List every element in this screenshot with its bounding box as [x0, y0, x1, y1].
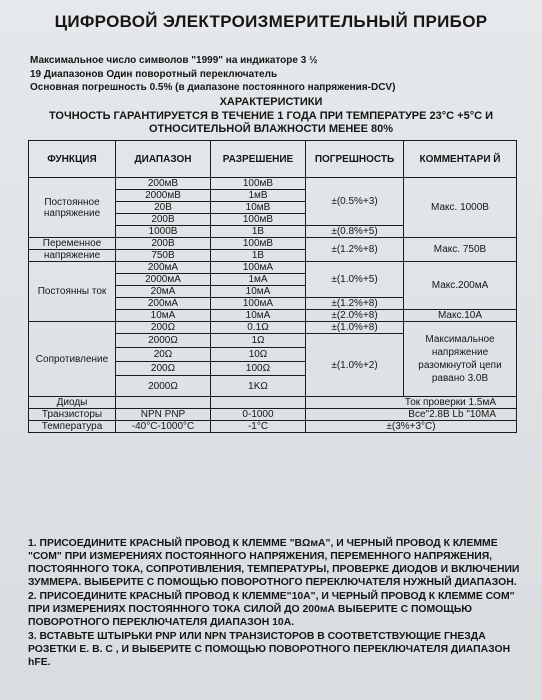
range-cell: 2000мВ	[116, 190, 211, 202]
range-cell: 200мА	[116, 298, 211, 310]
spec-table	[28, 140, 517, 433]
comment-cell: Максимальное напряжение разомкнутой цепи равано 3.0В	[404, 322, 517, 397]
intro-line-1: Максимальное число символов "1999" на индикаторе 3 ½	[30, 55, 318, 66]
resolution-cell: 10мА	[211, 286, 306, 298]
header-range: ДИАПАЗОН	[116, 141, 211, 178]
resolution-cell: 1KΩ	[211, 376, 306, 397]
table-row	[29, 397, 517, 409]
resolution-cell: 1В	[211, 226, 306, 238]
resolution-cell: 10мВ	[211, 202, 306, 214]
function-temperature: Температура	[29, 421, 116, 433]
table-row	[29, 262, 517, 274]
instruction-2: 2. ПРИСОЕДИНИТЕ КРАСНЫЙ ПРОВОД К КЛЕММЕ"10А", И ЧЕРНЫЙ ПРОВОД К КЛЕММЕ СОМ" ПРИ ИЗМЕРЕНИЯХ ПОСТОЯННОГО ТОКА СИЛОЙ ДО 200мА ВЫБЕРИТЕ С ПОМОЩЬЮ ПОВОРОТНОГО ПЕРЕКЛЮЧАТЕЛЯ ДИАПАЗОН 10А.	[28, 591, 515, 628]
resolution-cell: -1°C	[211, 421, 306, 433]
range-cell: 200В	[116, 238, 211, 250]
range-cell: NPN PNP	[116, 409, 211, 421]
accuracy-line-2: ОТНОСИТЕЛЬНОЙ ВЛАЖНОСТИ МЕНЕЕ 80%	[148, 123, 394, 135]
comment-cell: Макс. 750В	[404, 238, 517, 262]
range-cell: 200мВ	[116, 178, 211, 190]
instruction-3: 3. ВСТАВЬТЕ ШТЫРЬКИ PNP ИЛИ NPN ТРАНЗИСТОРОВ В СООТВЕТСТВУЮЩИЕ ГНЕЗДА РОЗЕТКИ Е. В. С , И ВЫБЕРИТЕ С ПОМОЩЬЮ ПОВОРОТНОГО ПЕРЕКЛЮЧАТЕЛЯ ДИАПАЗОН hFE.	[28, 631, 511, 668]
header-comment: КОММЕНТАРИ Й	[404, 141, 517, 178]
resolution-cell: 100мВ	[211, 178, 306, 190]
comment-cell: Макс.10А	[404, 310, 517, 322]
function-dca: Постоянны ток	[29, 262, 116, 322]
range-cell: 200мА	[116, 262, 211, 274]
resolution-cell: 1мА	[211, 274, 306, 286]
header-error: ПОГРЕШНОСТЬ	[306, 141, 404, 178]
range-cell: 1000В	[116, 226, 211, 238]
resolution-cell: 10мА	[211, 310, 306, 322]
comment-cell: Макс.200мА	[404, 262, 517, 310]
characteristics-heading: ХАРАКТЕРИСТИКИ	[219, 96, 323, 108]
resolution-cell: 100мВ	[211, 238, 306, 250]
range-cell: 750В	[116, 250, 211, 262]
comment-cell: Ток проверки 1.5мА	[306, 397, 517, 409]
table-row	[29, 178, 517, 190]
range-cell: 2000Ω	[116, 334, 211, 348]
resolution-cell: 0.1Ω	[211, 322, 306, 334]
error-cell: ±(1.2%+8)	[306, 298, 404, 310]
resolution-cell: 100мА	[211, 298, 306, 310]
page-title: ЦИФРОВОЙ ЭЛЕКТРОИЗМЕРИТЕЛЬНЫЙ ПРИБОР	[54, 12, 488, 31]
function-diode: Диоды	[29, 397, 116, 409]
resolution-cell: 1мВ	[211, 190, 306, 202]
range-cell: 20мА	[116, 286, 211, 298]
instructions	[28, 537, 528, 670]
resolution-cell: 100Ω	[211, 362, 306, 376]
table-header-row	[29, 141, 517, 178]
function-ohm: Сопротивление	[29, 322, 116, 397]
intro-line-3: Основная погрешность 0.5% (в диапазоне постоянного напряжения-DCV)	[30, 82, 396, 93]
range-cell	[116, 397, 211, 409]
range-cell: -40°C-1000°C	[116, 421, 211, 433]
table-row	[29, 238, 517, 250]
resolution-cell: 100мВ	[211, 214, 306, 226]
table-row	[29, 322, 517, 334]
resolution-cell: 1Ω	[211, 334, 306, 348]
resolution-cell	[211, 397, 306, 409]
table-row	[29, 421, 517, 433]
intro-line-2: 19 Диапазонов Один поворотный переключатель	[30, 69, 278, 80]
range-cell: 20В	[116, 202, 211, 214]
range-cell: 2000Ω	[116, 376, 211, 397]
comment-cell: Bce"2.8В Lb "10МА	[306, 409, 517, 421]
range-cell: 200Ω	[116, 322, 211, 334]
function-acv-2: напряжение	[29, 250, 116, 262]
resolution-cell: 0-1000	[211, 409, 306, 421]
resolution-cell: 1В	[211, 250, 306, 262]
header-resolution: РАЗРЕШЕНИЕ	[211, 141, 306, 178]
error-cell: ±(1.0%+5)	[306, 262, 404, 298]
accuracy-line-1: ТОЧНОСТЬ ГАРАНТИРУЕТСЯ В ТЕЧЕНИЕ 1 ГОДА ПРИ ТЕМПЕРАТУРЕ 23°C +5°C И	[48, 110, 494, 122]
header-function: ФУНКЦИЯ	[29, 141, 116, 178]
range-cell: 10мА	[116, 310, 211, 322]
error-cell: ±(3%+3°C)	[306, 421, 517, 433]
error-cell: ±(0.8%+5)	[306, 226, 404, 238]
instruction-1: 1. ПРИСОЕДИНИТЕ КРАСНЫЙ ПРОВОД К КЛЕММЕ "ВΩмА", И ЧЕРНЫЙ ПРОВОД К КЛЕММЕ "СОМ" ПРИ ИЗМЕРЕНИЯХ ПОСТОЯННОГО НАПРЯЖЕНИЯ, ПЕРЕМЕННОГО НАПРЯЖЕНИЯ, ПОСТОЯННОГО ТОКА, СОПРОТИВЛЕНИЯ, ТЕМПЕРАТУРЫ, ПРОВЕРКЕ ДИОДОВ И ВКЛЮЧЕНИИ ЗУММЕРА. ВЫБЕРИТЕ С ПОМОЩЬЮ ПОВОРОТНОГО ПЕРЕКЛЮЧАТЕЛЯ НУЖНЫЙ ДИАПАЗОН.	[28, 538, 520, 588]
function-transistor: Транзисторы	[29, 409, 116, 421]
error-cell: ±(1.0%+2)	[306, 334, 404, 397]
range-cell: 20Ω	[116, 348, 211, 362]
error-cell: ±(2.0%+8)	[306, 310, 404, 322]
error-cell: ±(1.0%+8)	[306, 322, 404, 334]
comment-cell: Макс. 1000В	[404, 178, 517, 238]
table-row	[29, 409, 517, 421]
error-cell: ±(1.2%+8)	[306, 238, 404, 262]
function-acv-1: Переменное	[29, 238, 116, 250]
error-cell: ±(0.5%+3)	[306, 178, 404, 226]
resolution-cell: 10Ω	[211, 348, 306, 362]
function-dcv: Постоянное напряжение	[29, 178, 116, 238]
range-cell: 200В	[116, 214, 211, 226]
range-cell: 200Ω	[116, 362, 211, 376]
range-cell: 2000мА	[116, 274, 211, 286]
resolution-cell: 100мА	[211, 262, 306, 274]
accuracy-note	[0, 110, 542, 136]
